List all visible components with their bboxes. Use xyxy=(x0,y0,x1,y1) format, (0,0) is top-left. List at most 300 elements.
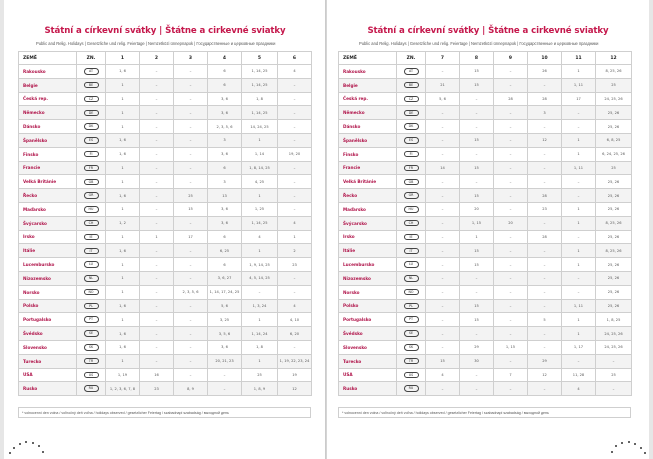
country-code-cell xyxy=(77,106,106,120)
holiday-cell: 1 xyxy=(140,230,174,244)
country-code-cell xyxy=(77,244,106,258)
country-name: Rakousko xyxy=(339,65,397,79)
holiday-cell: 1, 8, 14, 25 xyxy=(242,161,278,175)
country-code-badge: LU xyxy=(84,261,99,268)
country-code-badge: GR xyxy=(84,192,99,199)
holiday-cell: – xyxy=(140,327,174,341)
holiday-cell: – xyxy=(528,340,562,354)
holiday-cell: 25, 26 xyxy=(596,258,632,272)
country-code-badge: FI xyxy=(404,151,419,158)
holiday-cell: 29 xyxy=(460,340,494,354)
table-row xyxy=(19,368,312,382)
holiday-cell: – xyxy=(426,189,460,203)
country-name: Lucembursko xyxy=(339,258,397,272)
holiday-cell: 1, 8, 9 xyxy=(242,382,278,396)
holiday-cell: 28 xyxy=(528,189,562,203)
country-name: Česká rep. xyxy=(339,92,397,106)
holiday-cell: 15 xyxy=(460,244,494,258)
holiday-cell: 17 xyxy=(174,230,208,244)
holiday-cell: 20, 21, 23 xyxy=(208,354,242,368)
country-code-cell xyxy=(77,313,106,327)
holiday-cell: – xyxy=(140,120,174,134)
table-row xyxy=(19,327,312,341)
holiday-cell: – xyxy=(426,202,460,216)
table-row xyxy=(19,106,312,120)
country-code-cell xyxy=(397,175,426,189)
holiday-cell: 3 xyxy=(208,133,242,147)
table-row xyxy=(339,78,632,92)
table-row xyxy=(19,133,312,147)
country-code-badge: DK xyxy=(404,123,419,130)
holiday-cell: 3, 6 xyxy=(208,92,242,106)
holiday-cell: – xyxy=(426,216,460,230)
country-code-badge: IT xyxy=(404,248,419,255)
holiday-cell: 6 xyxy=(208,258,242,272)
holiday-cell: – xyxy=(140,65,174,79)
holiday-cell: – xyxy=(494,285,528,299)
country-name: USA xyxy=(19,368,77,382)
holiday-cell: 4 xyxy=(278,299,312,313)
table-row xyxy=(339,65,632,79)
country-name: Itálie xyxy=(339,244,397,258)
country-code-cell xyxy=(77,120,106,134)
holiday-cell: 1, 6 xyxy=(106,147,140,161)
column-header-code: ZN. xyxy=(77,52,106,65)
country-code-cell xyxy=(77,299,106,313)
country-code-badge: IE xyxy=(404,234,419,241)
country-code-badge: BE xyxy=(404,82,419,89)
country-code-badge: RU xyxy=(404,385,419,392)
holiday-cell: 1, 19, 22, 23, 24 xyxy=(278,354,312,368)
holiday-cell: 6 xyxy=(208,78,242,92)
holiday-cell: – xyxy=(528,78,562,92)
holiday-cell: 25 xyxy=(596,161,632,175)
table-row xyxy=(339,92,632,106)
holiday-cell: 1, 14, 25 xyxy=(242,106,278,120)
holiday-cell: – xyxy=(140,299,174,313)
holiday-cell: – xyxy=(140,78,174,92)
holiday-cell: 6, 25 xyxy=(208,244,242,258)
holiday-cell: 1, 6 xyxy=(106,133,140,147)
table-row xyxy=(19,78,312,92)
holiday-cell: 7 xyxy=(494,368,528,382)
holiday-cell: 4 xyxy=(242,230,278,244)
decorative-dot xyxy=(19,443,21,445)
holiday-cell: 3 xyxy=(208,175,242,189)
holiday-cell: 1, 11 xyxy=(562,78,596,92)
holiday-cell: – xyxy=(278,78,312,92)
holiday-cell: 1 xyxy=(460,230,494,244)
holiday-cell: – xyxy=(494,382,528,396)
country-name: Maďarsko xyxy=(19,202,77,216)
holiday-cell: – xyxy=(562,175,596,189)
holiday-cell: 1, 8, 25 xyxy=(596,313,632,327)
table-row xyxy=(339,327,632,341)
holiday-cell: – xyxy=(528,175,562,189)
country-code-badge: GB xyxy=(84,179,99,186)
holiday-cell: – xyxy=(174,216,208,230)
country-code-badge: NL xyxy=(404,275,419,282)
decorative-dot xyxy=(32,442,34,444)
holiday-cell: 8, 25, 26 xyxy=(596,216,632,230)
decorative-dot xyxy=(9,452,11,454)
column-header-month: 3 xyxy=(174,52,208,65)
holiday-cell: 12 xyxy=(528,133,562,147)
country-code-cell xyxy=(397,147,426,161)
decorative-dot xyxy=(621,442,623,444)
holiday-cell: – xyxy=(174,313,208,327)
country-code-badge: US xyxy=(84,372,99,379)
country-code-cell xyxy=(397,120,426,134)
holiday-cell: 1, 19 xyxy=(106,368,140,382)
holiday-cell: 1, 14, 24 xyxy=(242,327,278,341)
right-page xyxy=(327,0,649,459)
holiday-cell: 1 xyxy=(106,120,140,134)
table-row xyxy=(339,189,632,203)
holiday-cell: – xyxy=(494,147,528,161)
holiday-cell: 20 xyxy=(460,202,494,216)
holiday-cell: – xyxy=(278,133,312,147)
country-name: Turecko xyxy=(339,354,397,368)
holiday-cell: 12 xyxy=(528,368,562,382)
holiday-cell: 2, 3, 5, 6 xyxy=(174,285,208,299)
holiday-cell: – xyxy=(494,120,528,134)
holiday-cell: 15 xyxy=(174,202,208,216)
country-name: Francie xyxy=(339,161,397,175)
column-header-month: 4 xyxy=(208,52,242,65)
table-row xyxy=(339,133,632,147)
country-code-cell xyxy=(397,340,426,354)
holiday-cell: – xyxy=(528,147,562,161)
holiday-cell: 26 xyxy=(528,65,562,79)
holiday-cell: 6, 24, 25, 26 xyxy=(596,147,632,161)
holiday-cell: 3, 25 xyxy=(208,313,242,327)
country-code-badge: CZ xyxy=(84,96,99,103)
holiday-cell: – xyxy=(426,382,460,396)
decorative-dot xyxy=(615,445,617,447)
holiday-cell: – xyxy=(278,92,312,106)
holiday-cell: – xyxy=(140,340,174,354)
holiday-cell: – xyxy=(174,175,208,189)
country-name: Německo xyxy=(19,106,77,120)
holiday-cell: – xyxy=(426,244,460,258)
holiday-cell: 1 xyxy=(562,244,596,258)
country-code-cell xyxy=(397,133,426,147)
country-code-cell xyxy=(77,285,106,299)
holiday-cell: 25, 26 xyxy=(596,120,632,134)
holiday-cell: 3, 6 xyxy=(208,340,242,354)
holiday-cell: 2, 3, 5, 6 xyxy=(208,120,242,134)
holiday-cell: 1, 14, 17, 24, 25 xyxy=(208,285,242,299)
country-name: Norsko xyxy=(339,285,397,299)
table-row xyxy=(19,92,312,106)
holiday-cell: – xyxy=(174,106,208,120)
holiday-cell: – xyxy=(494,202,528,216)
holiday-cell: – xyxy=(174,354,208,368)
country-name: Česká rep. xyxy=(19,92,77,106)
holiday-cell: 4 xyxy=(278,216,312,230)
column-header-country: ZEMĚ xyxy=(19,52,77,65)
table-row xyxy=(339,230,632,244)
holiday-cell: 20 xyxy=(494,216,528,230)
holiday-cell: – xyxy=(174,92,208,106)
holiday-cell: 1 xyxy=(106,106,140,120)
decorative-dot xyxy=(38,445,40,447)
table-row xyxy=(339,202,632,216)
country-name: Lucembursko xyxy=(19,258,77,272)
holiday-cell: 1 xyxy=(562,133,596,147)
table-row xyxy=(19,65,312,79)
country-name: Belgie xyxy=(339,78,397,92)
holiday-cell: – xyxy=(174,327,208,341)
country-name: Norsko xyxy=(19,285,77,299)
country-name: Portugalsko xyxy=(19,313,77,327)
holiday-table-right xyxy=(338,51,632,396)
country-name: Finsko xyxy=(19,147,77,161)
country-code-cell xyxy=(77,327,106,341)
column-header-country: ZEMĚ xyxy=(339,52,397,65)
holiday-cell: 15 xyxy=(460,189,494,203)
holiday-cell: – xyxy=(494,78,528,92)
table-row xyxy=(19,354,312,368)
country-code-badge: NL xyxy=(84,275,99,282)
holiday-cell: 1, 6 xyxy=(106,65,140,79)
holiday-cell: – xyxy=(528,216,562,230)
holiday-cell: 1, 8 xyxy=(242,92,278,106)
table-row xyxy=(19,189,312,203)
country-name: Španělsko xyxy=(339,133,397,147)
country-name: Dánsko xyxy=(19,120,77,134)
holiday-cell: 1, 6 xyxy=(106,299,140,313)
holiday-cell: 17 xyxy=(562,92,596,106)
holiday-cell: 5 xyxy=(528,313,562,327)
holiday-cell: 1 xyxy=(106,202,140,216)
holiday-cell: 28 xyxy=(528,230,562,244)
column-header-month: 7 xyxy=(426,52,460,65)
country-code-badge: ES xyxy=(84,137,99,144)
holiday-cell: – xyxy=(562,106,596,120)
holiday-cell: 6 xyxy=(208,230,242,244)
holiday-cell: – xyxy=(278,340,312,354)
holiday-cell: 8, 25, 26 xyxy=(596,65,632,79)
decorative-dot xyxy=(644,452,646,454)
table-row xyxy=(339,258,632,272)
country-code-badge: SE xyxy=(404,330,419,337)
holiday-cell: – xyxy=(174,258,208,272)
holiday-cell: 25 xyxy=(596,368,632,382)
country-code-badge: NO xyxy=(84,289,99,296)
holiday-cell: 6, 20 xyxy=(278,327,312,341)
holiday-cell: 14 xyxy=(426,161,460,175)
holiday-cell: – xyxy=(426,258,460,272)
holiday-cell: – xyxy=(426,271,460,285)
holiday-cell: – xyxy=(460,327,494,341)
table-row xyxy=(19,313,312,327)
country-name: Slovensko xyxy=(339,340,397,354)
holiday-cell: 28 xyxy=(528,92,562,106)
country-name: Švýcarsko xyxy=(339,216,397,230)
decorative-dot xyxy=(25,441,27,443)
table-row xyxy=(19,230,312,244)
table-row xyxy=(339,299,632,313)
holiday-cell: – xyxy=(528,299,562,313)
country-code-cell xyxy=(397,92,426,106)
holiday-cell: – xyxy=(460,285,494,299)
holiday-cell: – xyxy=(278,202,312,216)
country-code-cell xyxy=(397,313,426,327)
country-code-badge: IT xyxy=(84,248,99,255)
column-header-month: 11 xyxy=(562,52,596,65)
holiday-cell: – xyxy=(140,175,174,189)
country-name: Španělsko xyxy=(19,133,77,147)
country-name: Turecko xyxy=(19,354,77,368)
country-code-cell xyxy=(77,216,106,230)
country-code-badge: DE xyxy=(404,110,419,117)
holiday-cell: – xyxy=(460,175,494,189)
column-header-month: 9 xyxy=(494,52,528,65)
holiday-cell: 24, 25, 26 xyxy=(596,92,632,106)
holiday-cell: 4, 25 xyxy=(242,175,278,189)
decorative-dot xyxy=(13,447,15,449)
holiday-cell: 1 xyxy=(562,202,596,216)
holiday-cell: – xyxy=(494,65,528,79)
holiday-cell: – xyxy=(460,271,494,285)
holiday-cell: – xyxy=(426,133,460,147)
country-code-cell xyxy=(397,354,426,368)
country-code-badge: CZ xyxy=(404,96,419,103)
holiday-cell: 1 xyxy=(278,230,312,244)
table-row xyxy=(339,244,632,258)
holiday-cell: – xyxy=(494,313,528,327)
country-code-cell xyxy=(77,92,106,106)
country-name: Rakousko xyxy=(19,65,77,79)
holiday-cell: – xyxy=(460,382,494,396)
holiday-cell: – xyxy=(426,147,460,161)
holiday-cell: – xyxy=(278,189,312,203)
country-name: Řecko xyxy=(339,189,397,203)
country-code-cell xyxy=(77,202,106,216)
holiday-cell: – xyxy=(528,120,562,134)
holiday-cell: 19 xyxy=(278,368,312,382)
country-name: Německo xyxy=(339,106,397,120)
holiday-cell: – xyxy=(562,230,596,244)
holiday-cell: – xyxy=(426,230,460,244)
footnote-left: * volnocenní den volna / voľnočný deň voľna / holidays observed / gesetzlicher Feiertag / szabadnapi szabadság / выходной день xyxy=(18,407,311,418)
table-row xyxy=(339,382,632,396)
holiday-cell: 25, 26 xyxy=(596,189,632,203)
country-code-cell xyxy=(397,258,426,272)
country-code-cell xyxy=(77,175,106,189)
holiday-cell: 1 xyxy=(562,313,596,327)
holiday-cell: – xyxy=(140,313,174,327)
holiday-cell: – xyxy=(140,106,174,120)
page-subtitle-left: Public and Relig. Holidays | Gesetzliche und relig. Feiertage | Nemzetközi ünnepnapok | Государственные и церковные праздники xyxy=(36,41,276,46)
holiday-cell: 6, 8, 25 xyxy=(596,133,632,147)
page-subtitle-right: Public and Relig. Holidays | Gesetzliche und relig. Feiertage | Nemzetközi ünnepnapok | Государственные и церковные праздники xyxy=(359,41,599,46)
holiday-cell: – xyxy=(278,175,312,189)
holiday-cell: 15 xyxy=(460,133,494,147)
holiday-cell: 1 xyxy=(242,354,278,368)
country-name: Švédsko xyxy=(19,327,77,341)
column-header-code: ZN. xyxy=(397,52,426,65)
country-code-cell xyxy=(397,202,426,216)
table-row xyxy=(19,120,312,134)
holiday-cell: 25, 26 xyxy=(596,202,632,216)
table-row xyxy=(19,285,312,299)
country-code-badge: SE xyxy=(84,330,99,337)
holiday-cell: – xyxy=(140,161,174,175)
holiday-cell: 25, 26 xyxy=(596,299,632,313)
holiday-cell: – xyxy=(460,92,494,106)
left-page xyxy=(4,0,326,459)
column-header-month: 6 xyxy=(278,52,312,65)
holiday-cell: – xyxy=(208,382,242,396)
holiday-cell: – xyxy=(460,147,494,161)
country-code-cell xyxy=(77,78,106,92)
country-code-cell xyxy=(77,147,106,161)
country-code-badge: FR xyxy=(84,165,99,172)
country-name: Finsko xyxy=(339,147,397,161)
holiday-cell: – xyxy=(528,382,562,396)
country-code-cell xyxy=(77,161,106,175)
holiday-cell: 1, 2, 3, 6, 7, 8 xyxy=(106,382,140,396)
country-code-badge: DE xyxy=(84,110,99,117)
holiday-cell: 15 xyxy=(460,258,494,272)
holiday-cell: 4, 5, 14, 25 xyxy=(242,271,278,285)
holiday-cell: 2 xyxy=(278,244,312,258)
holiday-cell: 11, 28 xyxy=(562,368,596,382)
page-title-left: Státní a církevní svátky | Štátne a cirkevné sviatky xyxy=(44,26,286,36)
table-row xyxy=(339,354,632,368)
holiday-cell: 1, 25 xyxy=(242,202,278,216)
holiday-cell: 15 xyxy=(460,78,494,92)
holiday-cell: – xyxy=(596,354,632,368)
holiday-cell: – xyxy=(494,189,528,203)
column-header-month: 5 xyxy=(242,52,278,65)
country-code-badge: GR xyxy=(404,192,419,199)
holiday-cell: 6 xyxy=(208,65,242,79)
holiday-cell: 1, 6 xyxy=(106,189,140,203)
holiday-cell: – xyxy=(174,244,208,258)
holiday-cell: 1 xyxy=(562,216,596,230)
holiday-cell: 24, 25, 26 xyxy=(596,327,632,341)
country-code-badge: AT xyxy=(84,68,99,75)
table-row xyxy=(19,271,312,285)
country-code-badge: FI xyxy=(84,151,99,158)
holiday-cell: – xyxy=(140,271,174,285)
holiday-cell: 19, 20 xyxy=(278,147,312,161)
holiday-cell: 1, 14, 25 xyxy=(242,216,278,230)
country-code-cell xyxy=(77,382,106,396)
holiday-cell: 1 xyxy=(106,161,140,175)
holiday-cell: 3, 6 xyxy=(208,106,242,120)
decorative-dot xyxy=(611,451,613,453)
holiday-cell: 3, 6 xyxy=(208,202,242,216)
country-code-badge: PT xyxy=(84,316,99,323)
holiday-cell: 3, 6 xyxy=(208,216,242,230)
country-name: Portugalsko xyxy=(339,313,397,327)
country-name: Dánsko xyxy=(339,120,397,134)
holiday-cell: – xyxy=(494,271,528,285)
holiday-cell: 30 xyxy=(460,354,494,368)
holiday-cell: 1 xyxy=(562,327,596,341)
country-name: Švédsko xyxy=(339,327,397,341)
holiday-cell: 21 xyxy=(426,78,460,92)
holiday-cell: – xyxy=(174,120,208,134)
country-name: Itálie xyxy=(19,244,77,258)
holiday-cell: 1 xyxy=(562,147,596,161)
table-row xyxy=(19,382,312,396)
